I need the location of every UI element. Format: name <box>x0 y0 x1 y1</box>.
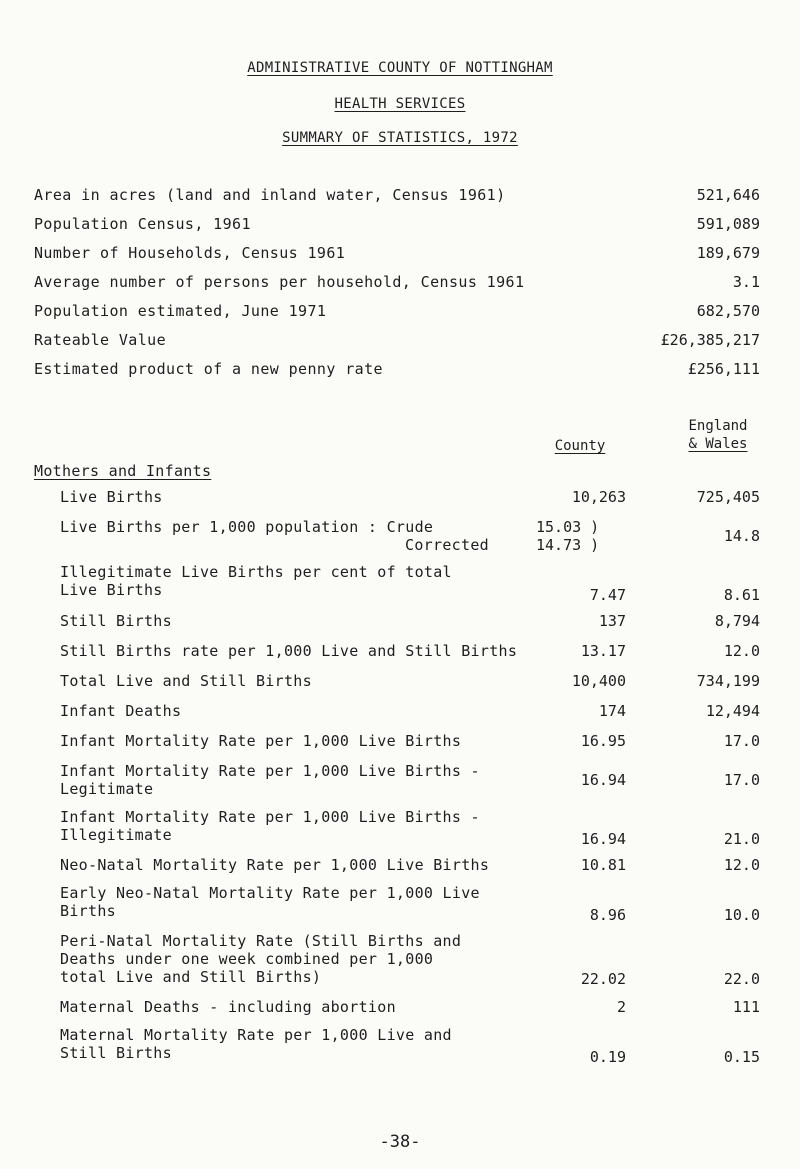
england-value: 0.15 <box>723 1048 760 1066</box>
summary-label: Number of Households, Census 1961 <box>34 244 346 262</box>
england-value: 12.0 <box>723 642 760 660</box>
summary-label: Population estimated, June 1971 <box>34 302 327 320</box>
county-value-crude: 15.03 ) <box>536 518 600 536</box>
county-column-header: County <box>554 438 606 454</box>
row-label: Still Births <box>60 612 172 630</box>
county-value: 16.94 <box>580 830 626 848</box>
document-subtitle: HEALTH SERVICES <box>334 96 466 112</box>
row-label: Maternal Mortality Rate per 1,000 Live and <box>60 1026 452 1044</box>
summary-value: 521,646 <box>696 186 760 204</box>
row-label: Live Births per 1,000 population : Crude <box>60 518 434 536</box>
england-value: 111 <box>732 998 760 1016</box>
row-label: Births <box>60 902 116 920</box>
county-value: 10,400 <box>571 672 626 690</box>
england-value: 8,794 <box>714 612 760 630</box>
summary-label: Estimated product of a new penny rate <box>34 360 383 378</box>
row-label: Peri-Natal Mortality Rate (Still Births and <box>60 932 462 950</box>
row-label: Live Births <box>60 581 163 599</box>
county-value: 8.96 <box>589 906 626 924</box>
summary-label: Population Census, 1961 <box>34 215 251 233</box>
summary-label: Area in acres (land and inland water, Census 1961) <box>34 186 506 204</box>
summary-label: Average number of persons per household, Census 1961 <box>34 273 525 291</box>
row-label: Total Live and Still Births <box>60 672 312 690</box>
county-value: 174 <box>598 702 626 720</box>
summary-title: SUMMARY OF STATISTICS, 1972 <box>282 130 518 146</box>
row-label: Live Births <box>60 488 163 506</box>
county-value: 0.19 <box>589 1048 626 1066</box>
county-value: 2 <box>616 998 626 1016</box>
county-value-corrected: 14.73 ) <box>536 536 600 554</box>
county-value: 10.81 <box>580 856 626 874</box>
england-value: 21.0 <box>723 830 760 848</box>
row-label: Deaths under one week combined per 1,000 <box>60 950 434 968</box>
row-label: Infant Mortality Rate per 1,000 Live Births - <box>60 762 480 780</box>
row-label: Maternal Deaths - including abortion <box>60 998 396 1016</box>
england-column-header-line2: & Wales <box>688 436 748 452</box>
county-value: 137 <box>598 612 626 630</box>
county-value: 10,263 <box>571 488 626 506</box>
county-value: 16.94 <box>580 771 626 789</box>
england-value: 725,405 <box>696 488 760 506</box>
england-value: 8.61 <box>723 586 760 604</box>
summary-value: £26,385,217 <box>660 331 760 349</box>
row-label-corrected: Corrected <box>405 536 489 554</box>
county-value: 13.17 <box>580 642 626 660</box>
row-label: Illegitimate <box>60 826 172 844</box>
row-label: Infant Mortality Rate per 1,000 Live Births <box>60 732 462 750</box>
england-value: 17.0 <box>723 771 760 789</box>
row-label: Neo-Natal Mortality Rate per 1,000 Live Births <box>60 856 490 874</box>
county-value: 22.02 <box>580 970 626 988</box>
row-label: Early Neo-Natal Mortality Rate per 1,000 Live <box>60 884 480 902</box>
row-label: total Live and Still Births) <box>60 968 322 986</box>
summary-value: 682,570 <box>696 302 760 320</box>
england-value: 17.0 <box>723 732 760 750</box>
england-value: 22.0 <box>723 970 760 988</box>
row-label: Illegitimate Live Births per cent of total <box>60 563 452 581</box>
summary-value: 3.1 <box>732 273 760 291</box>
summary-value: 591,089 <box>696 215 760 233</box>
summary-label: Rateable Value <box>34 331 167 349</box>
england-value: 12,494 <box>705 702 760 720</box>
row-label: Legitimate <box>60 780 154 798</box>
row-label: Still Births rate per 1,000 Live and Still Births <box>60 642 518 660</box>
england-value: 10.0 <box>723 906 760 924</box>
england-column-header-line1: England <box>688 418 748 434</box>
row-label: Infant Mortality Rate per 1,000 Live Births - <box>60 808 480 826</box>
page-number: -38- <box>379 1132 421 1152</box>
row-label: Infant Deaths <box>60 702 182 720</box>
england-value: 14.8 <box>723 527 760 545</box>
section-title: Mothers and Infants <box>34 462 212 480</box>
england-value: 734,199 <box>696 672 760 690</box>
summary-value: £256,111 <box>687 360 760 378</box>
county-value: 7.47 <box>589 586 626 604</box>
document-title: ADMINISTRATIVE COUNTY OF NOTTINGHAM <box>247 60 553 76</box>
row-label: Still Births <box>60 1044 172 1062</box>
summary-value: 189,679 <box>696 244 760 262</box>
county-value: 16.95 <box>580 732 626 750</box>
england-value: 12.0 <box>723 856 760 874</box>
